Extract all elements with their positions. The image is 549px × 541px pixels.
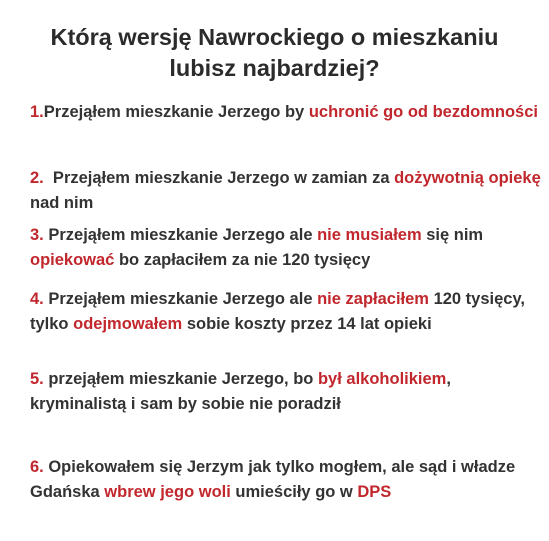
item-highlight: uchronić go od bezdomności bbox=[308, 103, 538, 121]
list-item-4 bbox=[30, 287, 542, 337]
item-text: Przejąłem mieszkanie Jerzego w zamian za bbox=[43, 169, 395, 187]
item-number: 5. bbox=[30, 370, 44, 388]
item-text: umieściły go w bbox=[230, 483, 358, 501]
item-highlight: dożywotnią opiekę bbox=[394, 169, 541, 187]
item-text: Przejąłem mieszkanie Jerzego ale bbox=[43, 290, 318, 308]
item-highlight: odejmowałem bbox=[73, 315, 183, 333]
page-title bbox=[0, 22, 549, 84]
item-highlight: był alkoholikiem bbox=[317, 370, 447, 388]
item-text: sobie koszty przez 14 lat opieki bbox=[182, 315, 432, 333]
item-highlight: DPS bbox=[357, 483, 392, 501]
item-text: Opiekowałem się Jerzym jak tylko mogłem, ale sąd i władze Gdańska bbox=[30, 458, 516, 501]
item-highlight: nie musiałem bbox=[317, 226, 422, 244]
list-item-3 bbox=[30, 223, 542, 273]
list-item-5 bbox=[30, 367, 542, 417]
title-line-1: Którą wersję Nawrockiego o mieszkaniu bbox=[50, 24, 499, 50]
item-text: , kryminalistą i sam by sobie nie poradził bbox=[30, 370, 451, 413]
item-text: Przejąłem mieszkanie Jerzego by bbox=[43, 103, 309, 121]
list-item-1 bbox=[30, 100, 542, 125]
item-number: 2. bbox=[30, 169, 44, 187]
item-text: przejąłem mieszkanie Jerzego, bo bbox=[43, 370, 318, 388]
list-item-2 bbox=[30, 166, 542, 216]
item-highlight: opiekować bbox=[30, 251, 115, 269]
item-text: Przejąłem mieszkanie Jerzego ale bbox=[43, 226, 318, 244]
item-number: 3. bbox=[30, 226, 44, 244]
item-highlight: wbrew jego woli bbox=[104, 483, 231, 501]
item-number: 1. bbox=[30, 103, 44, 121]
item-text: 120 tysięcy, tylko bbox=[30, 290, 526, 333]
item-text: nad nim bbox=[30, 194, 94, 212]
list-item-6 bbox=[30, 455, 542, 505]
item-text: bo zapłaciłem za nie 120 tysięcy bbox=[114, 251, 371, 269]
item-highlight: nie zapłaciłem bbox=[317, 290, 429, 308]
item-number: 6. bbox=[30, 458, 44, 476]
title-line-2: lubisz najbardziej? bbox=[169, 55, 380, 81]
item-number: 4. bbox=[30, 290, 44, 308]
item-text: się nim bbox=[421, 226, 484, 244]
